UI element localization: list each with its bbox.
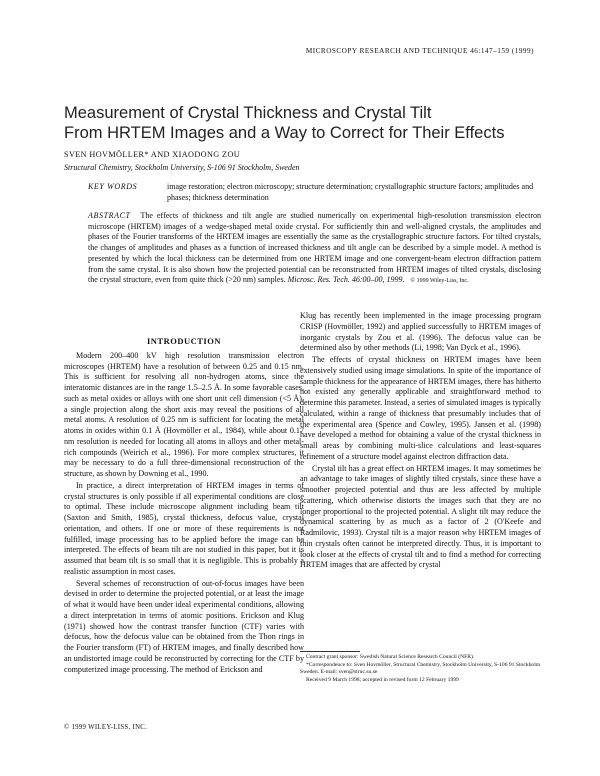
- left-paragraph-2: In practice, a direct interpretation of HRTEM images in terms of crystal structures is only possible if all experimental conditions are close to optimal. These include microscope alignment including beam tilt (Saxton and Smith, 1985), crystal thickness, defocus value, crystal orientation, and others. If one or more of these requirements is not fulfilled, image processing has to be applied before the image can be interpreted. The effects of beam tilt are not studied in this paper, but it is assumed that beam tilt is so small that it is negligible. This is probably a realistic assumption in most cases.: [64, 480, 304, 576]
- right-column: [300, 311, 541, 571]
- footer-copyright: © 1999 WILEY-LISS, INC.: [64, 724, 148, 731]
- title-line-2: From HRTEM Images and a Way to Correct for Their Effects: [64, 124, 505, 142]
- footnote-grant: Contract grant sponsor: Swedish Natural Science Research Council (NFR).: [306, 654, 475, 660]
- left-paragraph-3: Several schemes of reconstruction of out-of-focus images have been devised in order to determine the projected potential, or at least the image of what it would have been under ideal experimental conditions, allowing a direct interpretation in terms of atomic positions. Erickson and Klug (1971) showed how the contrast transfer function (CTF) varies with defocus, how the defocus value can be obtained from the Thon rings in the Fourier transform (FT) of HRTEM images, and finally described how an undistorted image could be reconstructed by correcting for the CTF by computerized image processing. The method of Erickson and: [64, 578, 304, 674]
- abstract-text: The effects of thickness and tilt angle are studied numerically on experimental high-resolution transmission electron microscope (HRTEM) images of a wedge-shaped metal oxide crystal. For sufficiently thin and well-aligned crystals, the amplitudes and phases of the Fourier transforms of the HRTEM images are essentially the same as the crystallographic structure factors. For tilted crystals, the changes of amplitudes and phases as a function of increased thickness and tilt angle can be described by a simple model. A method is presented by which the local thickness can be determined from one HRTEM image and one convergent-beam electron diffraction pattern from the same crystal. It is also shown how the projected potential can be reconstructed from HRTEM images of tilted crystals, disclosing the crystal structure, even from quite thick (>20 nm) samples.: [88, 211, 542, 285]
- title-line-1: Measurement of Crystal Thickness and Crystal Tilt: [64, 104, 432, 122]
- left-paragraph-1: Modern 200–400 kV high resolution transmission electron microscopes (HRTEM) have a resolution of between 0.25 and 0.15 nm. This is sufficient for resolving all non-hydrogen atoms, since the interatomic distances are in the range 1.5–2.5 Å. In some favorable cases, such as metal oxides or alloys with one short unit cell dimension (<5 Å), a single projection along the short axis may reveal the positions of all metal atoms. A resolution of 0.25 nm is sufficient for locating the metal atoms in oxides within 0.1 Å (Hovmöller et al., 1984), while about 0.17 nm resolution is needed for locating all atoms in alloys and other metal-rich compounds (Weirich et al., 1996). For more complex structures, it may be necessary to do a full three-dimensional reconstruction of the structure, as shown by Downing et al., 1990.: [64, 350, 304, 478]
- left-column: [64, 336, 304, 675]
- article-title: [64, 103, 504, 143]
- footnote-rule: [300, 651, 360, 652]
- section-heading-introduction: INTRODUCTION: [146, 336, 221, 346]
- keywords-text: image restoration; electron microscopy; structure determination; crystallographic structure factors; amplitudes and phases; thickness determination: [167, 182, 534, 202]
- authors: SVEN HOVMÖLLER* AND XIAODONG ZOU: [64, 150, 241, 159]
- right-paragraph-1: Klug has recently been implemented in the image processing program CRISP (Hovmöller, 1992) and applied successfully to HRTEM images of inorganic crystals by Zou et al. (1996). The defocus value can be determined also by other methods (Li, 1998; Van Dyck et al., 1996).: [300, 311, 541, 353]
- abstract-label: ABSTRACT: [88, 211, 131, 220]
- abstract-copyright: © 1999 Wiley-Liss, Inc.: [410, 278, 469, 285]
- affiliation: Structural Chemistry, Stockholm University, S-106 91 Stockholm, Sweden: [64, 163, 300, 172]
- footnote-correspondence: *Correspondence to: Sven Hovmöller, Structural Chemistry, Stockholm University, S-106 91 Stockholm Sweden. E-mail: sven@struc.su.se: [300, 661, 541, 676]
- footnote-received: Received 9 March 1998; accepted in revised form 12 February 1999: [306, 676, 459, 683]
- right-paragraph-2: The effects of crystal thickness on HRTEM images have been extensively studied using image simulations. In spite of the importance of sample thickness for the appearance of HRTEM images, there has hitherto not existed any generally applicable and straightforward method to determine this parameter. Instead, a series of simulated images is typically calculated, within a range of thickness that presumably includes that of the experimental area (Spence and Cowley, 1995). Jansen et al. (1998) have developed a method for obtaining a value of the crystal thickness in small areas by combining multi-slice calculations and least-squares refinement of a structure model against electron diffraction data.: [300, 355, 541, 461]
- keywords-label: KEY WORDS: [88, 182, 138, 191]
- abstract-citation: Microsc. Res. Tech. 46:00–00, 1999.: [287, 275, 405, 285]
- footnotes: [300, 654, 541, 684]
- journal-header: MICROSCOPY RESEARCH AND TECHNIQUE 46:147–159 (1999): [305, 47, 534, 55]
- right-paragraph-3: Crystal tilt has a great effect on HRTEM images. It may sometimes be an advantage to take images of slightly tilted crystals, since these have a smoother projected potential and thus are less affected by multiple scattering, which otherwise distorts the images such that they are no longer proportional to the projected potential. A slight tilt may reduce the dynamical scattering by as much as a factor of 2 (O'Keefe and Radmilovic, 1993). Crystal tilt is a major reason why HRTEM images of thin crystals often cannot be interpreted directly. Thus, it is important to look closer at the effects of crystal tilt and to find a method for correcting HRTEM images that are affected by crystal: [300, 463, 541, 570]
- abstract: [88, 211, 541, 287]
